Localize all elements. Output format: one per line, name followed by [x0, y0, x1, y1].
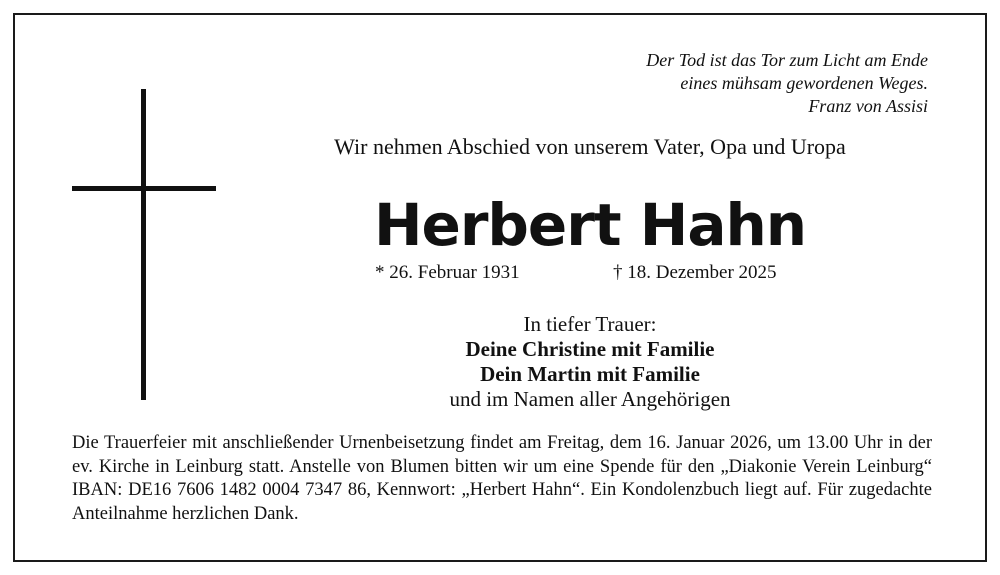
- quote-line-2: eines mühsam gewordenen Weges.: [680, 73, 928, 93]
- deceased-name: Herbert Hahn: [373, 191, 807, 259]
- cross-vertical-bar: [141, 89, 146, 400]
- death-date: † 18. Dezember 2025: [613, 262, 777, 283]
- quote-author: Franz von Assisi: [808, 96, 928, 116]
- birth-date: * 26. Februar 1931: [375, 262, 520, 283]
- quote: [646, 49, 928, 118]
- mourners-relatives: und im Namen aller Angehörigen: [449, 387, 731, 411]
- cross-horizontal-bar: [72, 186, 216, 191]
- mourner-martin: Dein Martin mit Familie: [480, 362, 700, 386]
- mourners-heading: In tiefer Trauer:: [523, 312, 657, 336]
- mourner-christine: Deine Christine mit Familie: [465, 337, 715, 361]
- mourners-block: [340, 312, 840, 412]
- quote-line-1: Der Tod ist das Tor zum Licht am Ende: [646, 50, 928, 70]
- farewell-intro: Wir nehmen Abschied von unserem Vater, Opa und Uropa: [334, 134, 846, 159]
- funeral-notice-text: Die Trauerfeier mit anschließender Urnenbeisetzung findet am Freitag, dem 16. Januar 2026, um 13.00 Uhr in der ev. Kirche in Leinburg statt. Anstelle von Blumen bitten wir um eine Spende für den „Diakonie Verein Leinburg“ IBAN: DE16 7606 1482 0004 7347 86, Kennwort: „Herbert Hahn“. Ein Kondolenzbuch liegt auf. Für zugedachte Anteilnahme herzlichen Dank.: [72, 433, 932, 524]
